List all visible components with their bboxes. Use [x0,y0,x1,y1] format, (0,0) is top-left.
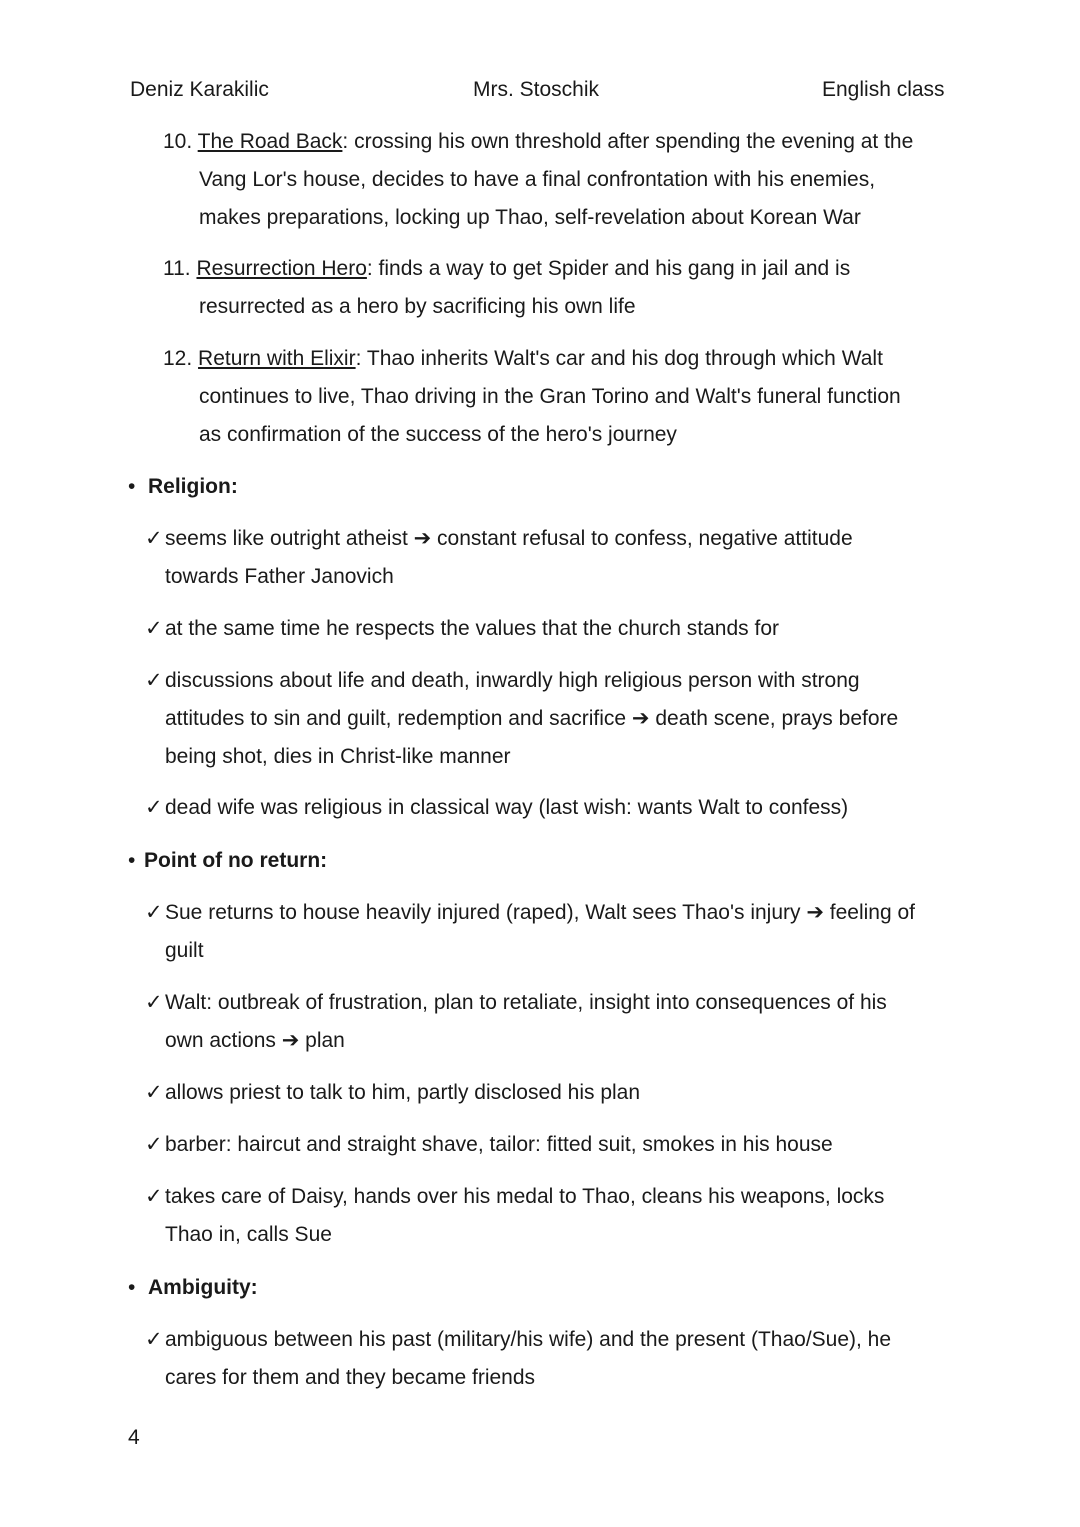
check-point [145,1178,965,1254]
item-text: : Thao inherits Walt's car and his dog through which Walt [355,347,883,370]
item-number: 10. [163,130,193,153]
course-name: English class [822,78,945,101]
check-icon: ✓ [145,617,163,640]
check-point [145,789,965,827]
point-text-continued: Thao in, calls Sue [165,1223,332,1246]
point-text-continued: own actions ➔ plan [165,1029,345,1052]
item-text-continued: as confirmation of the success of the hero's journey [199,423,677,446]
section-title: Point of no return: [144,849,328,872]
point-text: ambiguous between his past (military/his wife) and the present (Thao/Sue), he [165,1328,892,1351]
check-icon: ✓ [145,796,163,819]
item-text: : finds a way to get Spider and his gang in jail and is [366,257,851,280]
check-icon: ✓ [145,1185,163,1208]
item-number: 12. [163,347,193,370]
numbered-item-10 [163,123,963,237]
point-text-continued: attitudes to sin and guilt, redemption and sacrifice ➔ death scene, prays before [165,707,899,730]
bullet-icon: • [128,1276,136,1299]
item-text-continued: Vang Lor's house, decides to have a final confrontation with his enemies, [199,168,876,191]
section-title: Ambiguity: [148,1276,258,1299]
check-icon: ✓ [145,1133,163,1156]
check-icon: ✓ [145,1328,163,1351]
point-text: barber: haircut and straight shave, tailor: fitted suit, smokes in his house [165,1133,833,1156]
section-heading-ambiguity [128,1276,258,1300]
check-icon: ✓ [145,527,163,550]
item-label: Return with Elixir [198,347,356,370]
point-text: Sue returns to house heavily injured (raped), Walt sees Thao's injury ➔ feeling of [165,901,915,924]
check-icon: ✓ [145,1081,163,1104]
item-text-continued: continues to live, Thao driving in the Gran Torino and Walt's funeral function [199,385,901,408]
check-point [145,1321,965,1397]
point-text: seems like outright atheist ➔ constant refusal to confess, negative attitude [165,527,853,550]
point-text: Walt: outbreak of frustration, plan to retaliate, insight into consequences of his [165,991,887,1014]
item-text-continued: makes preparations, locking up Thao, self-revelation about Korean War [199,206,861,229]
section-heading-religion [128,475,238,499]
check-point [145,1126,965,1164]
point-text-continued: being shot, dies in Christ-like manner [165,745,511,768]
author-name: Deniz Karakilic [130,78,269,101]
check-point [145,984,965,1060]
item-label: The Road Back [197,130,343,153]
point-text-continued: towards Father Janovich [165,565,394,588]
point-text: discussions about life and death, inwardly high religious person with strong [165,669,860,692]
point-text-continued: cares for them and they became friends [165,1366,536,1389]
check-point [145,894,965,970]
page-number: 4 [128,1426,140,1449]
item-number: 11. [163,257,191,280]
bullet-icon: • [128,475,136,498]
check-icon: ✓ [145,991,163,1014]
numbered-item-12 [163,340,963,454]
check-point [145,610,965,648]
check-point [145,520,965,596]
check-icon: ✓ [145,669,163,692]
teacher-name: Mrs. Stoschik [473,78,600,101]
check-point [145,1074,965,1112]
check-point [145,662,965,776]
numbered-item-11 [163,250,963,326]
item-text: : crossing his own threshold after spending the evening at the [342,130,914,153]
item-text-continued: resurrected as a hero by sacrificing his own life [199,295,636,318]
item-label: Resurrection Hero [196,257,367,280]
point-text: dead wife was religious in classical way (last wish: wants Walt to confess) [165,796,849,819]
section-heading-point-of-no-return [128,849,327,873]
point-text: takes care of Daisy, hands over his medal to Thao, cleans his weapons, locks [165,1185,885,1208]
point-text: at the same time he respects the values that the church stands for [165,617,779,640]
point-text: allows priest to talk to him, partly disclosed his plan [165,1081,641,1104]
section-title: Religion: [148,475,238,498]
bullet-icon: • [128,849,136,872]
point-text-continued: guilt [165,939,204,962]
check-icon: ✓ [145,901,163,924]
